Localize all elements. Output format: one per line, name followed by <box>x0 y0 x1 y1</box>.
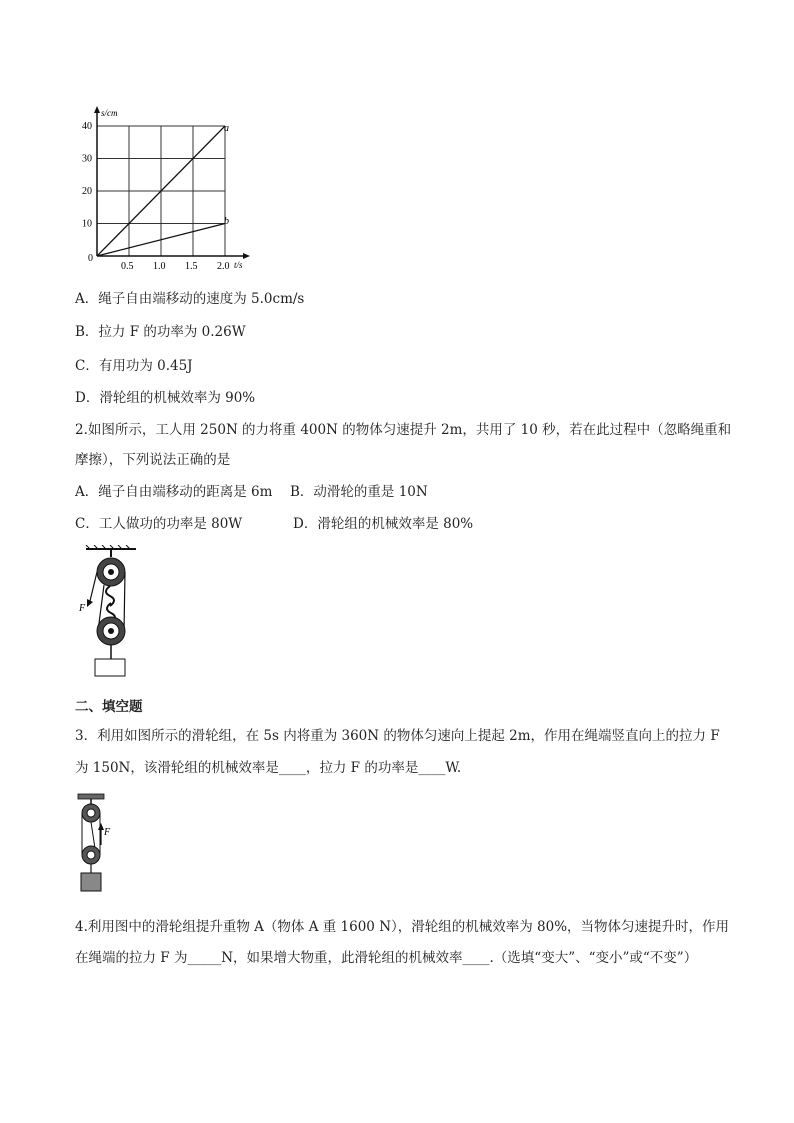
q3-force-label: F <box>104 827 111 838</box>
y-axis-arrow <box>94 106 100 113</box>
line-a-label: a <box>224 123 229 134</box>
y-tick-label: 10 <box>82 218 92 230</box>
q3-stem-line2: 为 150N，该滑轮组的机械效率是____，拉力 F 的功率是____W. <box>75 760 462 776</box>
line-b-label: b <box>224 216 229 227</box>
y-tick-label: 40 <box>82 121 92 132</box>
y-tick-label: 30 <box>82 153 92 165</box>
q2-stem-line1: 2.如图所示，工人用 250N 的力将重 400N 的物体匀速提升 2m，共用了 10 秒，若在此过程中（忽略绳重和 <box>75 422 732 438</box>
q2-pulley-figure <box>70 545 160 680</box>
x-tick-label: 1.0 <box>153 261 166 272</box>
x-axis-arrow <box>243 253 250 259</box>
q2-force-label: F <box>79 603 86 614</box>
q1-option-c: C．有用功为 0.45J <box>75 358 193 374</box>
x-axis-label: t/s <box>234 260 243 270</box>
x-tick-label: 1.5 <box>185 261 198 272</box>
q2-option-c: C．工人做功的功率是 80W <box>75 516 243 532</box>
q2-stem-line2: 摩擦），下列说法正确的是 <box>75 452 231 468</box>
q2-option-a: A．绳子自由端移动的距离是 6m <box>75 484 273 500</box>
q1-option-b: B．拉力 F 的功率为 0.26W <box>75 324 246 340</box>
x-tick-label: 0.5 <box>121 261 134 272</box>
q4-stem-line1: 4.利用图中的滑轮组提升重物 A（物体 A 重 1600 N），滑轮组的机械效率为 80%，当物体匀速提升时，作用 <box>75 919 730 935</box>
q3-pulley-figure <box>70 793 120 899</box>
q2-load-block <box>95 659 125 676</box>
x-tick-label: 2.0 <box>217 261 230 272</box>
section-title-fill-blank: 二、填空题 <box>75 699 143 715</box>
st-graph <box>80 104 260 276</box>
q1-option-a: A．绳子自由端移动的速度为 5.0cm/s <box>75 291 305 307</box>
q3-stem-line1: 3．利用如图所示的滑轮组，在 5s 内将重为 360N 的物体匀速向上提起 2m，作用在绳端竖直向上的拉力 F <box>75 728 720 744</box>
q3-load-block <box>81 873 101 891</box>
q1-option-d: D．滑轮组的机械效率为 90% <box>75 390 256 406</box>
q2-option-b: B．动滑轮的重是 10N <box>290 484 428 500</box>
q2-option-d: D．滑轮组的机械效率是 80% <box>293 516 474 532</box>
y-tick-label: 20 <box>82 186 92 197</box>
y-axis-label: s/cm <box>101 108 118 118</box>
q4-stem-line2: 在绳端的拉力 F 为_____N，如果增大物重，此滑轮组的机械效率____.（选填“变大”、“变小”或“不变”） <box>75 950 698 966</box>
origin-label: 0 <box>88 253 93 264</box>
